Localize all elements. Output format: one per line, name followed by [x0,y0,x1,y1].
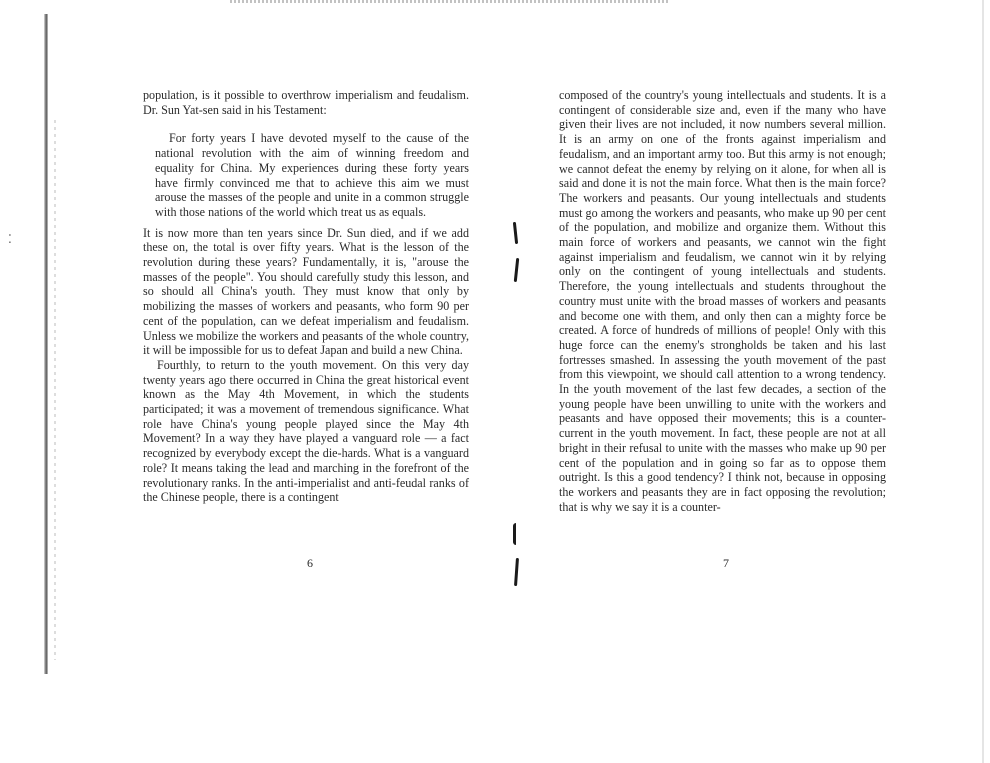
paragraph: composed of the country's young intellectuals and students. It is a contingent of considerable size and, even if the many who have given their lives are not included, it now numbers several million. It is an army on one of the fronts against imperialism and feudalism, and an important army too. But this army is not enough; we cannot defeat the enemy by relying on it alone, for when all is said and done it is not the main force. What then is the main force? The workers and peasants. Our young intellectuals and students must go among the workers and peasants, who make up 90 per cent of the population, and mobilize and organize them. Without this main force of workers and peasants, we cannot win the fight against imperialism and feudalism, we cannot win it by relying only on the contingent of young intellectuals and students. Therefore, the young intellectuals and students throughout the country must unite with the broad masses of workers and peasants and become one with them, and only then can a mighty force be created. A force of hundreds of millions of people! Only with this huge force can the enemy's strongholds be taken and his last fortresses smashed. In assessing the youth movement of the past from this viewpoint, we should call attention to a wrong tendency. In the youth movement of the last few decades, a section of the young people have been unwilling to unite with the workers and peasants and have opposed their movements; this is a counter-current in the youth movement. In fact, these people are not at all bright in their refusal to unite with the masses who make up 90 per cent of the population and in going so far as to oppose them outright. Is this a good tendency? I think not, because in opposing the workers and peasants they are in fact opposing the revolution; that is why we say it is a counter- [559,88,886,514]
paragraph: It is now more than ten years since Dr. Sun died, and if we add these on, the total is over fifty years. What is the lesson of the revolution during these years? Fundamentally, it is, "arouse the masses of the people". You should carefully study this lesson, and so should all China's youth. They must know that only by mobilizing the masses of workers and peasants, who form 90 per cent of the population, can we defeat imperialism and feudalism. Unless we mobilize the workers and peasants of the whole country, it will be impossible for us to defeat Japan and build a new China. [143,225,469,358]
scan-right-edge [982,0,984,763]
left-page [143,88,469,505]
page-number: 7 [723,556,729,570]
gutter-mark [513,523,516,545]
gutter-mark [514,558,519,586]
scan-binding-shadow [54,120,56,660]
gutter-mark [513,222,518,244]
testament-quote: For forty years I have devoted myself to the cause of the national revolution with the aim of winning freedom and equality for China. My experiences during these forty years have firmly convinced me that to achieve this aim we must arouse the masses of the people and unite in a common struggle with those nations of the world which treat us as equals. [155,131,469,219]
page-number: 6 [307,556,313,570]
right-page [559,88,886,514]
scan-top-edge [230,0,670,3]
gutter-mark [514,258,519,282]
paragraph: Fourthly, to return to the youth movement. On this very day twenty years ago there occurred in China the great historical event known as the May 4th Movement, in which the students participated; it was a movement of tremendous significance. What role have China's young people played since the May 4th Movement? In a way they have played a vanguard role — a fact recognized by everybody except the die-hards. What is a vanguard role? It means taking the lead and marching in the forefront of the revolutionary ranks. In the anti-imperialist and anti-feudal ranks of the Chinese people, there is a contingent [143,357,469,505]
stray-mark: ⁚ [8,232,12,246]
scan-binding-edge [44,14,48,674]
paragraph: population, is it possible to overthrow imperialism and feudalism. Dr. Sun Yat-sen said in his Testament: [143,88,469,117]
